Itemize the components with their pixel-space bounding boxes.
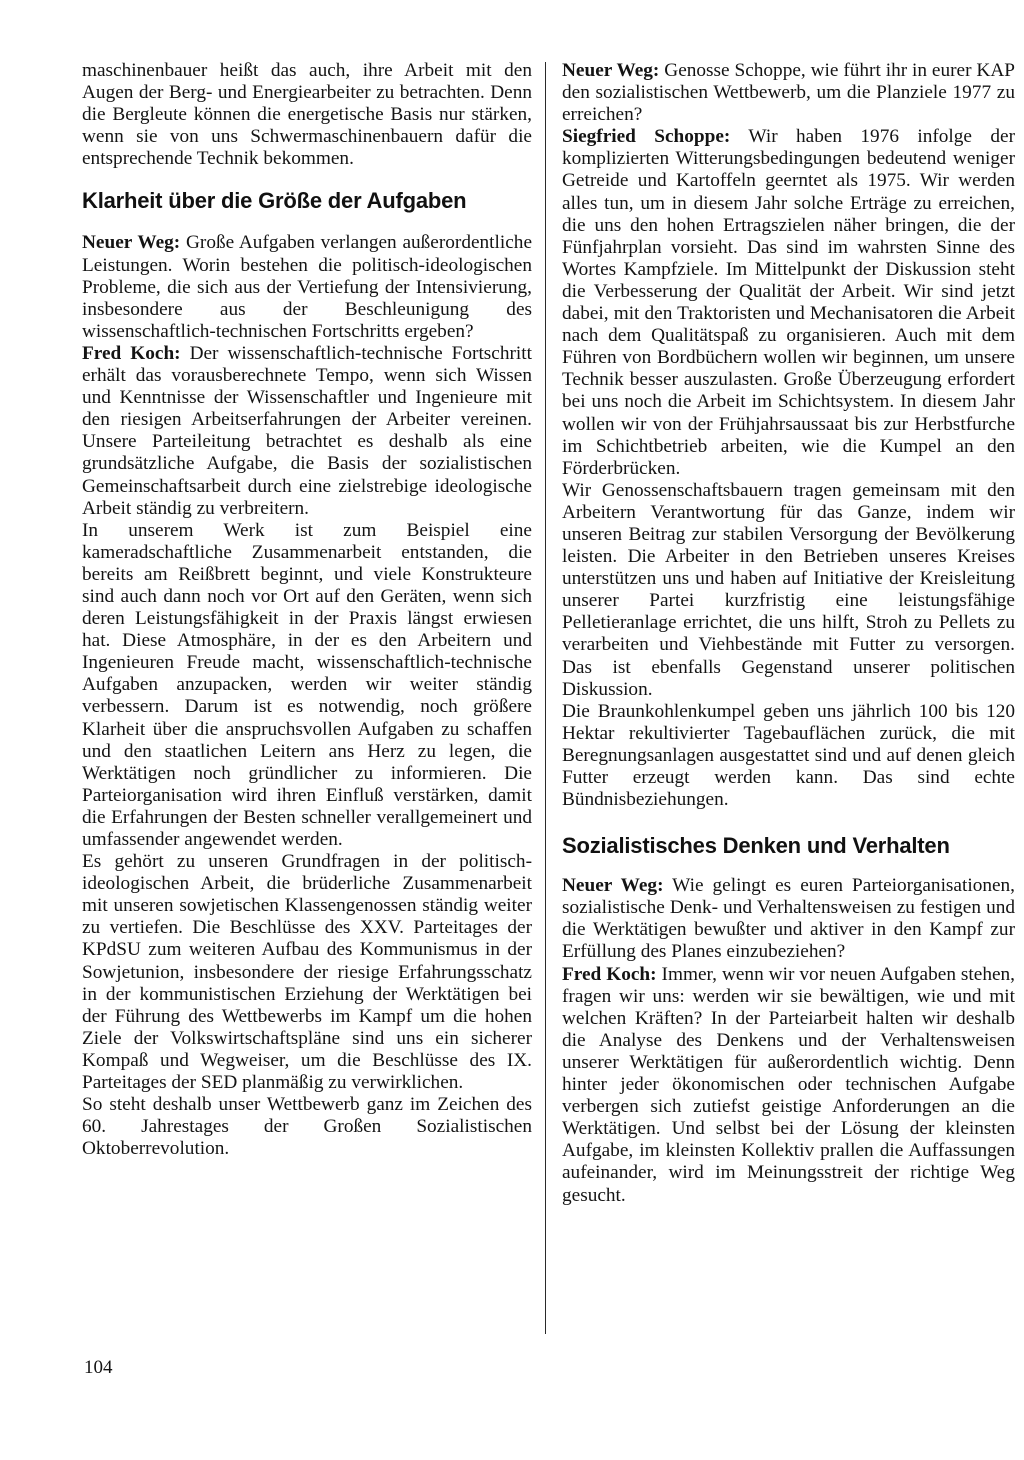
speaker-label: Neuer Weg: [82, 232, 181, 254]
question-text: Große Aufgaben verlangen außerordentliche Leistungen. Worin bestehen die politisch-ideologischen Probleme, die sich aus der Vertiefung der Intensivierung, insbesondere aus der Beschleunigung des wissenschaftlich-technischen Fortschritts ergeben? [82, 232, 532, 342]
body-paragraph: Die Braunkohlenkumpel geben uns jährlich 100 bis 120 Hektar rekultivierter Tagebauflächen zurück, die mit Beregnungsanlagen ausgestattet sind und auf denen gleich Futter erzeugt werden kann. Das sind echte Bündnisbeziehungen. [562, 700, 1015, 811]
interview-answer [562, 126, 1015, 480]
speaker-label: Siegfried Schoppe: [562, 126, 731, 148]
answer-text: Der wissenschaftlich-technische Fortschritt erhält das vorausberechnete Tempo, wenn sich Wissen und Kenntnisse der Wissenschaftler und Ingenieure mit den riesigen Arbeitserfahrungen der Arbeiter vereinen. Unsere Parteileitung betrachtet es deshalb als eine grundsätzliche Aufgabe, die Basis der sozialistischen Gemeinschaftsarbeit durch eine zielstrebige ideologische Arbeit ständig zu verbreitern. [82, 342, 532, 519]
speaker-label: Neuer Weg: [562, 875, 664, 897]
right-column [562, 60, 1015, 1207]
interview-answer [562, 964, 1015, 1207]
question-text: Genosse Schoppe, wie führt ihr in eurer KAP den sozialistischen Wettbewerb, um die Planziele 1977 zu erreichen? [562, 60, 1015, 126]
answer-text: Immer, wenn wir vor neuen Aufgaben stehen, fragen wir uns: werden wir sie bewältigen, wie und mit welchen Kräften? In der Parteiarbeit halten wir deshalb die Analyse des Denkens und der Verhaltensweisen unserer Werktätigen für außerordentlich wichtig. Denn hinter jeder ökonomischen oder technischen Aufgabe verbergen sich zutiefst geistige Anforderungen an die Werktätigen. Und selbst bei der Lösung der kleinsten Aufgabe, im kleinsten Kollektiv prallen die Auffassungen aufeinander, wird im Meinungsstreit der richtige Weg gesucht. [562, 963, 1015, 1206]
speaker-label: Fred Koch: [82, 342, 181, 364]
interview-question [82, 232, 532, 342]
body-paragraph: Wir Genossenschaftsbauern tragen gemeinsam mit den Arbeitern Verantwortung für das Ganze, indem wir unseren Beitrag zur stabilen Versorgung der Bevölkerung leisten. Die Arbeiter in den Betrieben unseres Kreises unterstützen uns und haben auf Initiative der Kreisleitung unserer Partei kurzfristig eine leistungsfähige Pelletieranlage errichtet, die uns hilft, Stroh zu Pellets zu verarbeiten und Viehbestände mit Futter zu versorgen. Das ist ebenfalls Gegenstand unserer politischen Diskussion. [562, 479, 1015, 700]
interview-answer [82, 343, 532, 520]
body-paragraph: Es gehört zu unseren Grundfragen in der politisch-ideologischen Arbeit, die brüderliche Zusammenarbeit mit unseren sowjetischen Klassengenossen ständig weiter zu vertiefen. Die Beschlüsse des XXV. Parteitages der KPdSU zum weiteren Aufbau des Kommunismus in der Sowjetunion, insbesondere der riesige Erfahrungsschatz in der kommunistischen Erziehung der Werktätigen bei der Führung des Wettbewerbs im Kampf um die hohen Ziele der Volkswirtschaftspläne sind uns ein sicherer Kompaß und Wegweiser, um die Beschlüsse des IX. Parteitages der SED planmäßig zu verwirklichen. [82, 851, 532, 1094]
body-paragraph: In unserem Werk ist zum Beispiel eine kameradschaftliche Zusammenarbeit entstanden, die bereits am Reißbrett beginnt, und viele Konstrukteure sind auch dann noch vor Ort auf den Geräten, wenn sich deren Leistungsfähigkeit in der Praxis längst erwiesen hat. Diese Atmosphäre, in der es den Arbeitern und Ingenieuren Freude macht, wissenschaftlich-technische Aufgaben anzupacken, werden wir weiter ständig verbessern. Darum ist es notwendig, noch größere Klarheit über die anspruchsvollen Aufgaben zu schaffen und den staatlichen Leitern ans Herz zu legen, die Werktätigen noch gründlicher zu informieren. Die Parteiorganisation wird ihren Einfluß verstärken, damit die Erfahrungen der Besten schneller verallgemeinert und umfassender angewendet werden. [82, 519, 532, 850]
interview-question [562, 875, 1015, 963]
speaker-label: Fred Koch: [562, 963, 657, 985]
answer-text: Wir haben 1976 infolge der komplizierten Witterungsbedingungen bedeutend weniger Getreide und Kartoffeln geerntet als 1975. Wir werden alles tun, um in diesem Jahr solche Erträge zu erreichen, die uns den hohen Ertragszielen näher bringen, die der Fünfjahrplan vorsieht. Das sind im wahrsten Sinne des Wortes Kampfziele. Im Mittelpunkt der Diskussion steht die Verbesserung der Qualität der Arbeit. Wir sind jetzt dabei, mit den Traktoristen und Mechanisatoren die Arbeit nach dem Qualitätspaß zu organisieren. Auch mit dem Führen von Bordbüchern wollen wir beginnen, um unsere Technik besser auszulasten. Große Überzeugung erfordert bei uns noch die Arbeit im Schichtsystem. In diesem Jahr wollen wir von der Frühjahrsaussaat bis zur Herbstfurche im Schichtbetrieb arbeiten, wie die Kumpel an den Förderbrücken. [562, 126, 1015, 479]
page-number: 104 [84, 1357, 113, 1378]
interview-question [562, 60, 1015, 126]
column-divider [545, 62, 546, 1334]
question-text: Wie gelingt es euren Parteiorganisationen, sozialistische Denk- und Verhaltensweisen zu festigen und die Werktätigen bewußter und aktiver in den Kampf zur Erfüllung des Planes einzubeziehen? [562, 875, 1015, 963]
intro-paragraph: maschinenbauer heißt das auch, ihre Arbeit mit den Augen der Berg- und Energiearbeiter zu betrachten. Denn die Bergleute können die energetische Basis nur stärken, wenn sie von uns Schwermaschinenbauern dafür die entsprechende Technik bekommen. [82, 60, 532, 170]
section-heading-denken: Sozialistisches Denken und Verhalten [562, 833, 950, 859]
speaker-label: Neuer Weg: [562, 60, 660, 81]
left-column [82, 60, 532, 1160]
section-heading-aufgaben: Klarheit über die Größe der Aufgaben [82, 188, 467, 214]
body-paragraph: So steht deshalb unser Wettbewerb ganz im Zeichen des 60. Jahrestages der Großen Sozialistischen Oktoberrevolution. [82, 1094, 532, 1160]
